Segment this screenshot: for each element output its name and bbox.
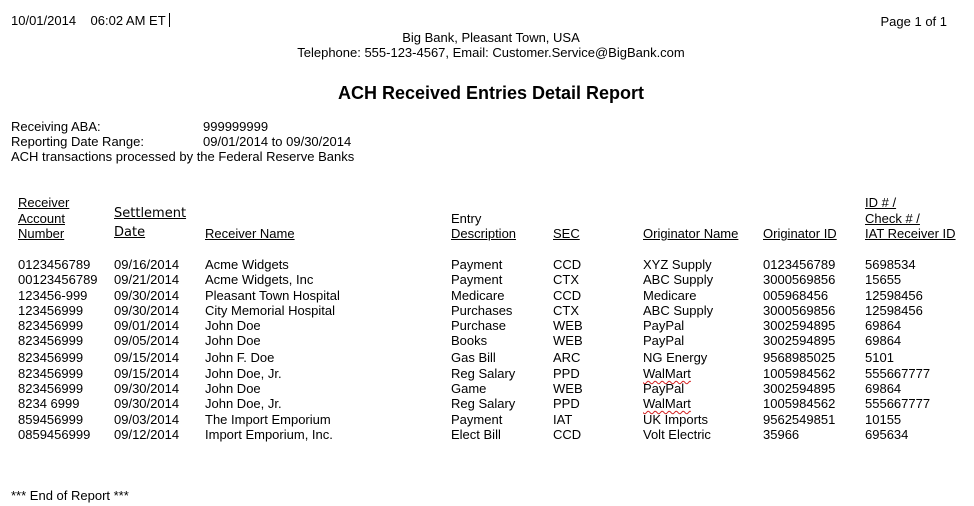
cell-sec: PPD [553, 366, 580, 381]
cell-sec: CCD [553, 288, 582, 303]
cell-name: John Doe [205, 381, 261, 396]
cell-acct: 8234 6999 [18, 396, 80, 411]
cell-sec: ARC [553, 350, 581, 365]
cell-oid: 3002594895 [763, 333, 836, 348]
cell-orig: XYZ Supply [643, 257, 712, 272]
cell-oid: 0123456789 [763, 257, 836, 272]
cell-id: 15655 [865, 272, 902, 287]
cell-acct: 0123456789 [18, 257, 91, 272]
cell-sec: WEB [553, 381, 583, 396]
cell-date: 09/01/2014 [114, 318, 180, 333]
cell-sec: CCD [553, 427, 582, 442]
col-header-entry-1: Entry [451, 211, 482, 226]
col-header-account-2: Account [18, 211, 65, 226]
cell-acct: 859456999 [18, 412, 84, 427]
col-header-account-3: Number [18, 226, 65, 241]
cell-desc: Reg Salary [451, 366, 516, 381]
cell-sec: CTX [553, 303, 579, 318]
text-cursor [169, 13, 170, 27]
cell-desc: Payment [451, 272, 503, 287]
cell-desc: Books [451, 333, 488, 348]
cell-name: John Doe [205, 333, 261, 348]
date-range-label: Reporting Date Range: [11, 134, 144, 149]
cell-oid: 35966 [763, 427, 800, 442]
cell-date: 09/30/2014 [114, 396, 180, 411]
cell-date: 09/12/2014 [114, 427, 180, 442]
bank-contact: Telephone: 555-123-4567, Email: Customer.Service@BigBank.com [297, 45, 685, 60]
cell-date: 09/21/2014 [114, 272, 180, 287]
cell-id: 695634 [865, 427, 909, 442]
cell-desc: Purchases [451, 303, 513, 318]
cell-orig: Volt Electric [643, 427, 711, 442]
cell-id: 555667777 [865, 366, 931, 381]
cell-id: 69864 [865, 333, 902, 348]
cell-sec: IAT [553, 412, 573, 427]
col-header-entry-2: Description [451, 226, 517, 241]
col-header-id-3: IAT Receiver ID [865, 226, 956, 241]
cell-date: 09/30/2014 [114, 303, 180, 318]
cell-sec: CTX [553, 272, 579, 287]
cell-name: Pleasant Town Hospital [205, 288, 340, 303]
cell-oid: 9562549851 [763, 412, 836, 427]
cell-orig: ABC Supply [643, 272, 714, 287]
cell-desc: Game [451, 381, 487, 396]
cell-acct: 123456999 [18, 303, 84, 318]
cell-acct: 823456999 [18, 350, 84, 365]
spellcheck-word: WalMart [643, 396, 691, 411]
cell-id: 10155 [865, 412, 902, 427]
report-title: ACH Received Entries Detail Report [337, 83, 645, 103]
cell-oid: 005968456 [763, 288, 829, 303]
cell-date: 09/03/2014 [114, 412, 180, 427]
col-header-settlement-1: Settlement [114, 206, 187, 221]
col-header-settlement-2: Date [114, 225, 146, 240]
cell-desc: Payment [451, 412, 503, 427]
aba-label: Receiving ABA: [11, 119, 101, 134]
cell-date: 09/16/2014 [114, 257, 180, 272]
cell-id: 69864 [865, 318, 902, 333]
cell-name: John F. Doe [205, 350, 275, 365]
cell-orig: UK Imports [643, 412, 709, 427]
cell-orig: NG Energy [643, 350, 708, 365]
cell-acct: 823456999 [18, 381, 84, 396]
page-indicator: Page 1 of 1 [880, 14, 947, 29]
cell-sec: CCD [553, 257, 582, 272]
col-header-sec: SEC [553, 226, 580, 241]
cell-acct: 823456999 [18, 333, 84, 348]
cell-oid: 9568985025 [763, 350, 836, 365]
col-header-id-2: Check # / [865, 211, 920, 226]
cell-date: 09/30/2014 [114, 288, 180, 303]
cell-id: 555667777 [865, 396, 931, 411]
cell-name: Acme Widgets [205, 257, 289, 272]
cell-name: John Doe, Jr. [205, 366, 282, 381]
cell-name: The Import Emporium [205, 412, 331, 427]
cell-name: City Memorial Hospital [205, 303, 336, 318]
cell-orig [643, 396, 691, 411]
cell-oid: 3002594895 [763, 318, 836, 333]
cell-name: John Doe, Jr. [205, 396, 282, 411]
col-header-account-1: Receiver [18, 195, 70, 210]
cell-acct: 823456999 [18, 318, 84, 333]
cell-date: 09/05/2014 [114, 333, 180, 348]
cell-date: 09/15/2014 [114, 366, 180, 381]
processing-note: ACH transactions processed by the Federal Reserve Banks [11, 149, 355, 164]
cell-orig: PayPal [643, 381, 685, 396]
cell-desc: Reg Salary [451, 396, 516, 411]
cell-name: Acme Widgets, Inc [205, 272, 314, 287]
cell-desc: Payment [451, 257, 503, 272]
cell-id: 69864 [865, 381, 902, 396]
cell-date: 09/15/2014 [114, 350, 180, 365]
cell-orig: PayPal [643, 318, 685, 333]
cell-acct: 00123456789 [18, 272, 98, 287]
cell-acct: 823456999 [18, 366, 84, 381]
col-header-id-1: ID # / [865, 195, 897, 210]
cell-oid: 1005984562 [763, 396, 836, 411]
cell-name: John Doe [205, 318, 261, 333]
cell-oid: 1005984562 [763, 366, 836, 381]
cell-date: 09/30/2014 [114, 381, 180, 396]
col-header-originator-id: Originator ID [763, 226, 837, 241]
cell-sec: WEB [553, 333, 583, 348]
cell-desc: Purchase [451, 318, 506, 333]
cell-desc: Gas Bill [451, 350, 496, 365]
cell-id: 12598456 [865, 288, 923, 303]
cell-desc: Medicare [451, 288, 505, 303]
cell-oid: 3000569856 [763, 303, 836, 318]
cell-desc: Elect Bill [451, 427, 501, 442]
cell-orig: PayPal [643, 333, 685, 348]
cell-orig: ABC Supply [643, 303, 714, 318]
col-header-receiver-name: Receiver Name [205, 226, 295, 241]
cell-acct: 123456-999 [18, 288, 88, 303]
cell-sec: PPD [553, 396, 580, 411]
bank-name: Big Bank, Pleasant Town, USA [402, 30, 580, 45]
cell-id: 12598456 [865, 303, 923, 318]
cell-name: Import Emporium, Inc. [205, 427, 333, 442]
aba-value: 999999999 [203, 119, 269, 134]
cell-oid: 3002594895 [763, 381, 836, 396]
spellcheck-word: WalMart [643, 366, 691, 381]
cell-acct: 0859456999 [18, 427, 91, 442]
date-range-value: 09/01/2014 to 09/30/2014 [203, 134, 352, 149]
cell-oid: 3000569856 [763, 272, 836, 287]
end-of-report: *** End of Report *** [11, 488, 129, 503]
cell-orig [643, 366, 691, 381]
cell-id: 5101 [865, 350, 894, 365]
cell-sec: WEB [553, 318, 583, 333]
report-datetime: 10/01/2014 06:02 AM ET [11, 13, 170, 28]
cell-orig: Medicare [643, 288, 697, 303]
col-header-originator-name: Originator Name [643, 226, 739, 241]
cell-id: 5698534 [865, 257, 916, 272]
